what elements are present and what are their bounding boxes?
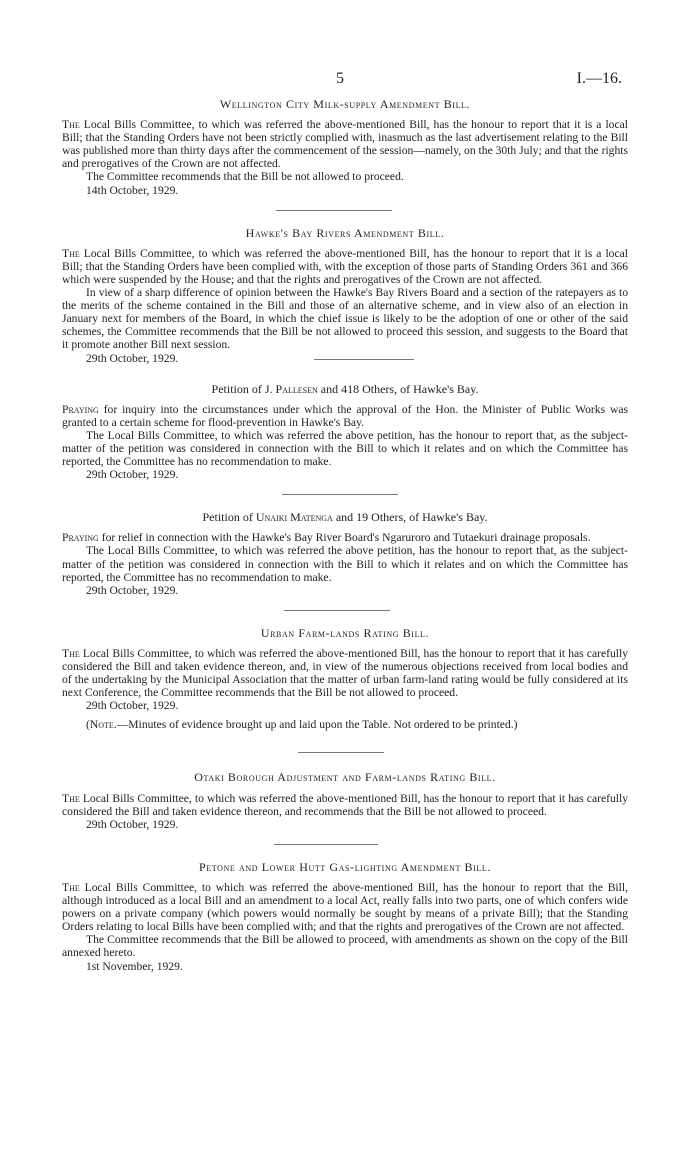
note-text: .—Minutes of evidence brought up and laid upon the Table. Not ordered to be printed.)	[113, 718, 518, 732]
section-paragraph: The Committee recommends that the Bill be not allowed to proceed.	[86, 170, 404, 184]
petitioner-name: Unaiki Matenga	[255, 510, 333, 525]
section-otaki	[62, 771, 628, 830]
section-paragraph: The Local Bills Committee, to which was referred the above petition, has the honour to report that, as the subject-matter of the petition was considered in connection with the Bill to which it relates and on which the Committee has reported, the Committee has no recommendation to make.	[62, 428, 628, 469]
section-title: Petone and Lower Hutt Gas-lighting Amendment Bill.	[199, 859, 491, 874]
section-title: Urban Farm-lands Rating Bill.	[260, 625, 430, 640]
paragraph-lead: The	[62, 646, 80, 660]
divider	[62, 597, 628, 627]
divider	[62, 481, 628, 511]
section-paragraph: The Local Bills Committee, to which was referred the above petition, has the honour to report that, as the subject-matter of the petition was considered in connection with the Bill to which it relates and on which the Committee has reported, the Committee has no recommendation to make.	[62, 544, 628, 584]
paragraph-lead: The	[62, 880, 80, 894]
page-number: 5	[336, 70, 344, 87]
document-reference: I.—16.	[576, 70, 622, 87]
divider-line	[284, 610, 390, 611]
paragraph-text: Local Bills Committee, to which was referred the above-mentioned Bill, has the honour to report that it has carefully considered the Bill and taken evidence thereon, and, in view of the numerous objections received from local bodies and of the undertaking by the Municipal Association that the matter of urban farm-land rating would be fully considered at its next Conference, the Committee recommends that the Bill be not allowed to proceed.	[62, 646, 628, 700]
section-date: 14th October, 1929.	[86, 183, 179, 197]
paragraph-text: for relief in connection with the Hawke's Bay River Board's Ngaruroro and Tutaekuri drainage proposals.	[98, 531, 591, 545]
section-date: 29th October, 1929.	[86, 468, 179, 482]
section-pallesen-petition	[62, 383, 628, 482]
divider	[62, 197, 628, 227]
petition-title-suffix: and 418 Others, of Hawke's Bay.	[317, 381, 479, 396]
divider-line	[274, 844, 378, 845]
section-urban-farm-lands	[62, 627, 628, 732]
paragraph-lead: The	[62, 791, 80, 805]
divider	[62, 731, 628, 771]
divider-line	[276, 210, 392, 211]
section-paragraph	[62, 881, 628, 933]
section-paragraph	[62, 403, 628, 429]
petitioner-name: Pallesen	[275, 381, 318, 396]
section-paragraph	[62, 118, 628, 170]
paragraph-text: Local Bills Committee, to which was referred the above-mentioned Bill, has the honour to report that it is a local Bill; that the Standing Orders have been complied with, with the exception of those parts of Standing Orders 361 and 366 which were suspended by the House; and that the rights and prerogatives of the Crown are not affected.	[62, 246, 628, 286]
section-note	[62, 718, 628, 731]
paragraph-text: Local Bills Committee, to which was referred the above-mentioned Bill, has the honour to report that it has carefully considered the Bill and taken evidence thereon, and recommends that the Bill be not allowed to proceed.	[62, 791, 628, 818]
section-wellington	[62, 98, 628, 197]
divider	[62, 831, 628, 861]
divider-line	[282, 494, 398, 495]
section-petone	[62, 861, 628, 973]
paragraph-lead: The	[62, 118, 80, 132]
paragraph-lead: The	[62, 246, 80, 260]
section-title: Otaki Borough Adjustment and Farm-lands Rating Bill.	[194, 770, 496, 785]
section-paragraph	[62, 531, 628, 544]
page-header	[0, 70, 700, 90]
note-lead: Note	[89, 718, 114, 732]
paragraph-lead: Praying	[62, 402, 99, 416]
divider	[62, 365, 628, 383]
divider-line	[298, 752, 384, 753]
paragraph-text: Local Bills Committee, to which was referred the above-mentioned Bill, has the honour to report that the Bill, although introduced as a local Bill and an amendment to a local Act, really falls into two parts, one of which confers wide powers on a private company (which powers would normally be sought by means of a private Bill); that the Standing Orders relating to local Bills have been complied with; and that the rights and prerogatives of the Crown are not affected.	[62, 880, 628, 934]
page-content	[62, 98, 628, 973]
section-hawkes-bay-rivers	[62, 227, 628, 365]
section-title: Wellington City Milk-supply Amendment Bill.	[219, 97, 471, 111]
section-date: 29th October, 1929.	[86, 351, 179, 365]
paragraph-lead: Praying	[62, 531, 99, 545]
paragraph-text: for inquiry into the circumstances under which the approval of the Hon. the Minister of Public Works was granted to a certain scheme for flood-prevention in Hawke's Bay.	[62, 402, 628, 429]
petition-title	[62, 383, 628, 396]
petition-title	[62, 511, 628, 524]
section-date: 29th October, 1929.	[86, 583, 179, 597]
divider-line	[314, 359, 414, 360]
section-paragraph	[62, 247, 628, 286]
section-date: 1st November, 1929.	[86, 959, 183, 973]
note-open-paren: (	[86, 718, 90, 732]
petition-title-suffix: and 19 Others, of Hawke's Bay.	[332, 510, 488, 525]
petition-title-prefix: Petition of	[202, 510, 256, 525]
petition-title-prefix: Petition of J.	[211, 381, 276, 396]
paragraph-text: Local Bills Committee, to which was referred the above-mentioned Bill, has the honour to report that it is a local Bill; that the Standing Orders have not been strictly complied with, inasmuch as the last advertisement relating to the Bill was published more than thirty days after the commencement of the session—namely, on the 30th July; and that the rights and prerogatives of the Crown are not affected.	[62, 118, 628, 171]
section-date: 29th October, 1929.	[86, 699, 179, 713]
section-date: 29th October, 1929.	[86, 817, 179, 831]
section-title: Hawke's Bay Rivers Amendment Bill.	[245, 225, 445, 240]
section-paragraph: The Committee recommends that the Bill be allowed to proceed, with amendments as shown on the copy of the Bill annexed hereto.	[62, 933, 628, 960]
section-paragraph	[62, 647, 628, 699]
section-paragraph: In view of a sharp difference of opinion between the Hawke's Bay Rivers Board and a section of the ratepayers as to the merits of the scheme contained in the Bill and those of an alternative scheme, and in view also of an election in January next for members of the Board, in which the chief issue is likely to be the adoption of one or other of the said schemes, the Committee recommends that the Bill be not allowed to proceed this session, and suggests to the Board that it promote another Bill next session.	[62, 286, 628, 352]
section-matenga-petition	[62, 511, 628, 597]
section-paragraph	[62, 792, 628, 818]
